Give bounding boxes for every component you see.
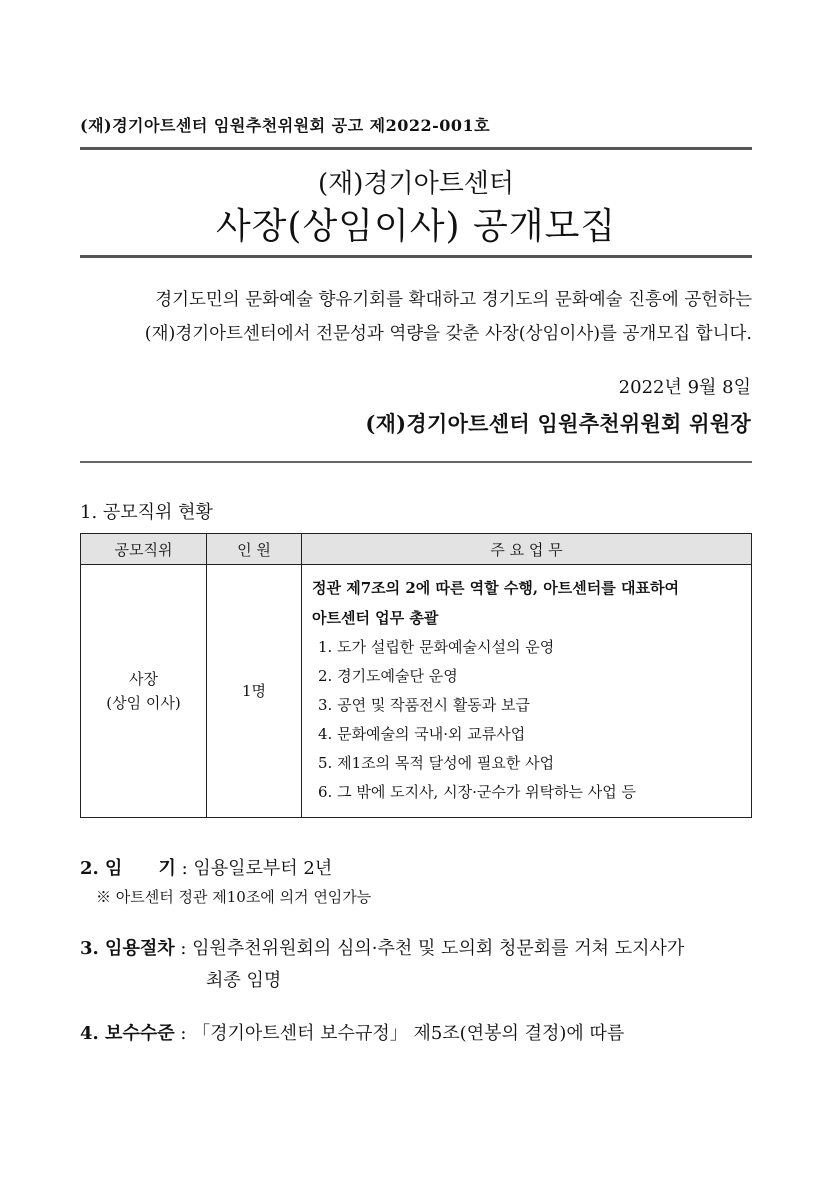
section-2 xyxy=(80,854,332,880)
section-3-text: 임원추천위원회의 심의·추천 및 도의회 청문회를 거쳐 도지사가 xyxy=(192,938,685,959)
list-item: 2. 경기도예술단 운영 xyxy=(318,667,458,685)
duty-summary: 정관 제7조의 2에 따른 역할 수행, 아트센터를 대표하여 xyxy=(312,579,679,597)
section-1-heading: 1. 공모직위 현황 xyxy=(80,502,213,523)
position-name: 사장 xyxy=(129,670,158,688)
intro-line: (재)경기아트센터에서 전문성과 역량을 갖춘 사장(상임이사)를 공개모집 합니다. xyxy=(144,324,752,344)
signer: (재)경기아트센터 임원추천위원회 위원장 xyxy=(365,411,751,436)
title-divider xyxy=(80,255,752,258)
list-item: 5. 제1조의 목적 달성에 필요한 사업 xyxy=(318,754,555,772)
section-3 xyxy=(80,934,684,960)
notice-number: (재)경기아트센터 임원추천위원회 공고 제2022-001호 xyxy=(80,116,491,135)
table-header: 공모직위 xyxy=(81,534,207,565)
section-4-colon: : xyxy=(174,1023,193,1044)
intro-paragraph xyxy=(80,283,752,351)
table-header: 주 요 업 무 xyxy=(302,534,752,565)
intro-line: 경기도민의 문화예술 향유기회를 확대하고 경기도의 문화예술 진흥에 공헌하는 xyxy=(155,290,752,310)
headcount-cell: 1명 xyxy=(207,565,302,818)
section-3-text-continued: 최종 임명 xyxy=(206,970,282,991)
list-item: 3. 공연 및 작품전시 활동과 보급 xyxy=(318,696,531,714)
list-item: 6. 그 밖에 도지사, 시장·군수가 위탁하는 사업 등 xyxy=(318,783,637,801)
list-item: 4. 문화예술의 국내·외 교류사업 xyxy=(318,725,526,743)
section-4-label: 4. 보수수준 xyxy=(80,1023,175,1044)
position-cell xyxy=(81,565,207,818)
section-2-note: ※ 아트센터 정관 제10조에 의거 연임가능 xyxy=(96,888,372,906)
section-2-label: 2. 임 기 xyxy=(80,858,176,879)
signature-divider xyxy=(80,461,752,463)
top-divider xyxy=(80,147,752,150)
section-2-colon: : xyxy=(175,858,194,879)
position-table xyxy=(80,533,752,818)
org-name: (재)경기아트센터 xyxy=(317,169,515,199)
section-4 xyxy=(80,1019,624,1045)
section-4-text: 「경기아트센터 보수규정」 제5조(연봉의 결정)에 따름 xyxy=(192,1023,625,1044)
notice-date: 2022년 9월 8일 xyxy=(618,377,751,398)
list-item: 1. 도가 설립한 문화예술시설의 운영 xyxy=(318,638,555,656)
section-2-text: 임용일로부터 2년 xyxy=(193,858,333,879)
duties-cell xyxy=(302,565,752,818)
position-subtitle: (상임 이사) xyxy=(106,694,181,712)
section-3-label: 3. 임용절차 xyxy=(80,938,175,959)
duty-summary: 아트센터 업무 총괄 xyxy=(312,609,439,627)
table-header: 인 원 xyxy=(207,534,302,565)
section-3-colon: : xyxy=(174,938,193,959)
page-title: 사장(상임이사) 공개모집 xyxy=(215,206,617,247)
table-row xyxy=(81,565,752,818)
